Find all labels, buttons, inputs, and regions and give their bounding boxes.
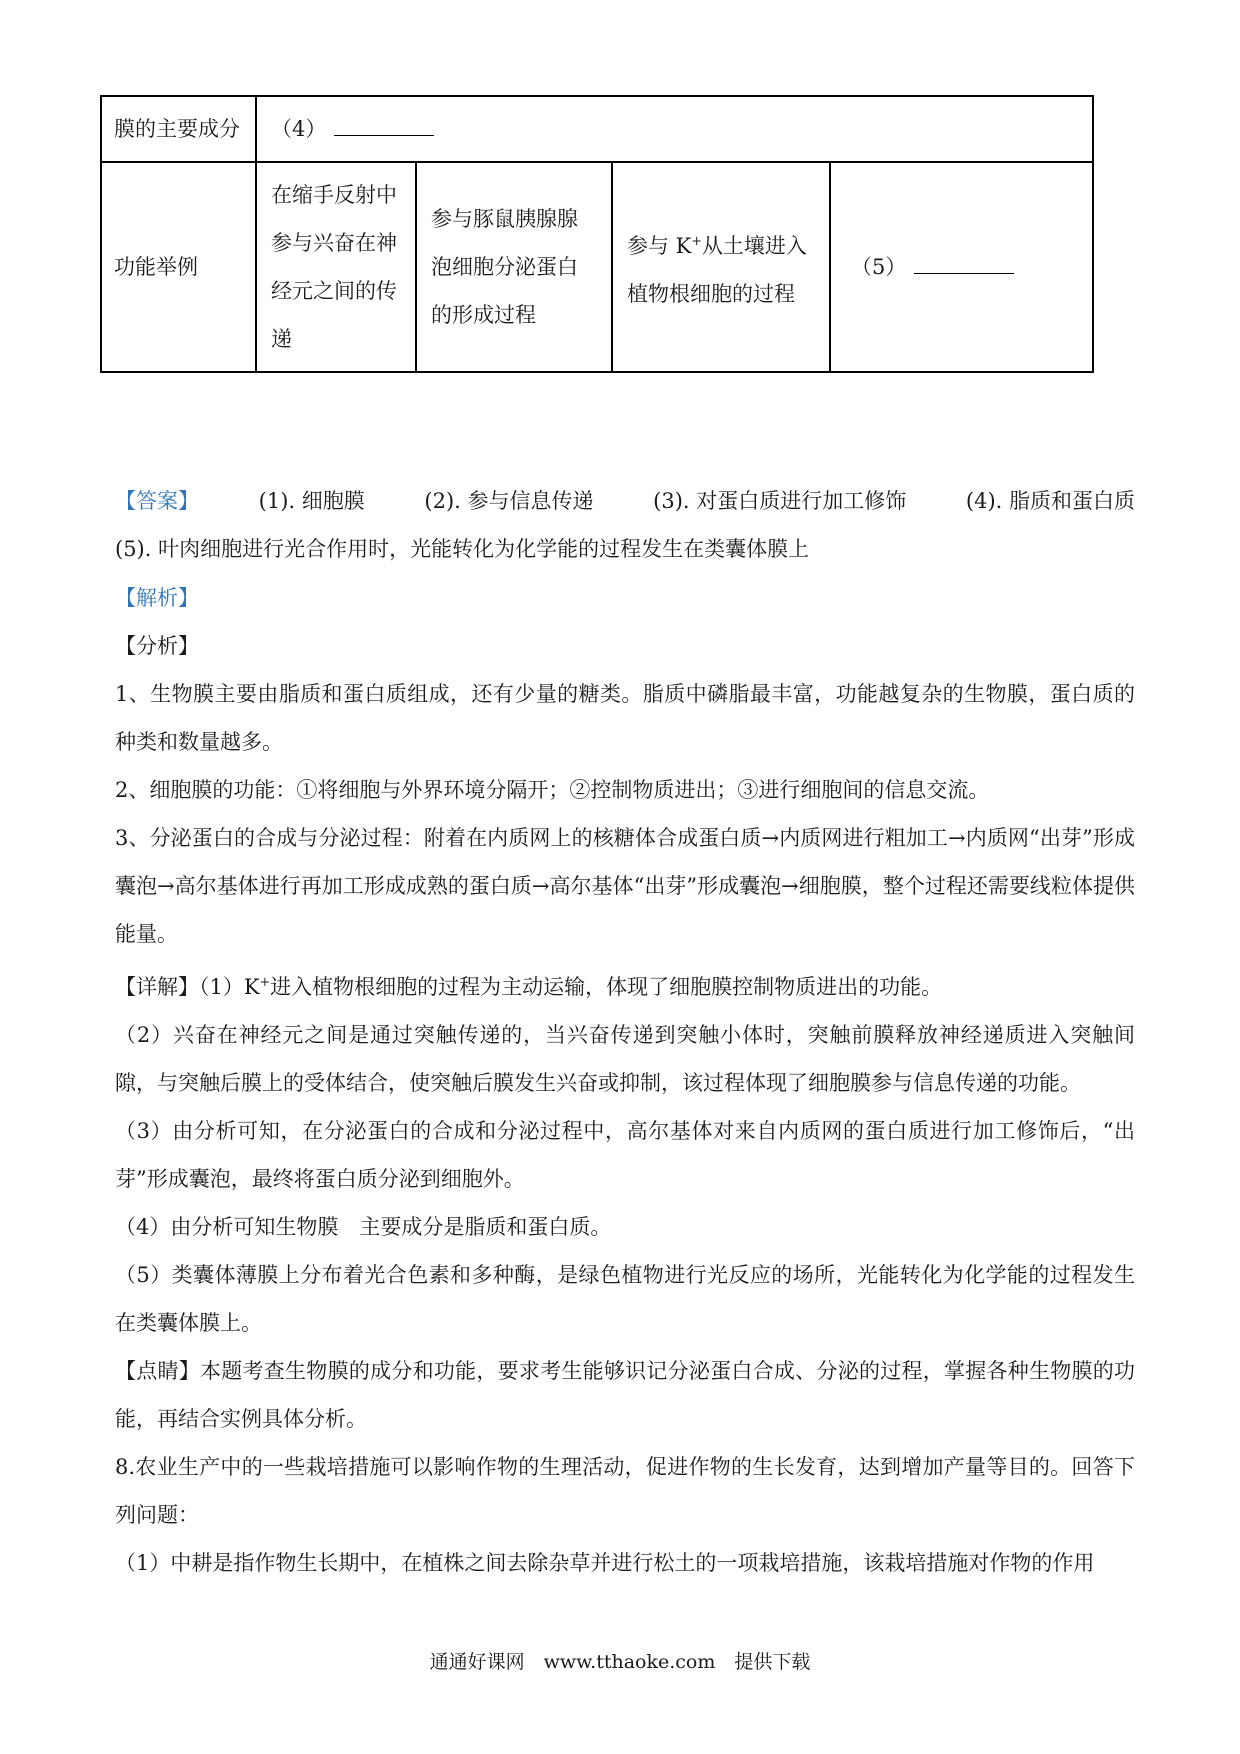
answer-section — [115, 477, 1135, 573]
xiangjie-paragraph-5: （5）类囊体薄膜上分布着光合色素和多种酶，是绿色植物进行光反应的场所，光能转化为化学能的过程发生在类囊体膜上。 — [115, 1263, 1135, 1335]
xiangjie-paragraph-1 — [115, 958, 1135, 1011]
text: 进入植物根细胞的过程为主动运输，体现了细胞膜控制物质进出的功能。 — [270, 975, 943, 999]
text: （1）K — [199, 975, 260, 999]
answer-4: (4). 脂质和蛋白质 — [965, 489, 1135, 513]
table-cell-component — [256, 96, 1093, 162]
table-header-function — [101, 162, 256, 372]
answer-row — [115, 477, 1135, 525]
analysis-section — [115, 574, 1135, 1587]
cell-label-4: （4） — [271, 117, 327, 141]
header-text: 膜的主要成分 — [114, 117, 240, 141]
header-text: 功能举例 — [114, 255, 198, 279]
page-footer: 通通好课网 www.tthaoke.com 提供下载 — [429, 1651, 811, 1673]
text: 本题考查生物膜的成分和功能，要求考生能够识记分泌蛋白合成、分泌的过程，掌握各种生物膜的功能，再结合实例具体分析。 — [115, 1359, 1136, 1431]
table-cell-example-5 — [830, 162, 1093, 372]
question-8-stem: 8.农业生产中的一些栽培措施可以影响作物的生理活动，促进作物的生长发育，达到增加产量等目的。回答下列问题： — [115, 1455, 1135, 1527]
cell-label-5: （5） — [851, 255, 907, 279]
cell-text: 参与豚鼠胰腺腺泡细胞分泌蛋白的形成过程 — [431, 207, 578, 327]
cell-text: 在缩手反射中参与兴奋在神经元之间的传递 — [271, 183, 397, 351]
dianjing-paragraph — [115, 1347, 1135, 1443]
answer-5: (5). 叶肉细胞进行光合作用时，光能转化为化学能的过程发生在类囊体膜上 — [115, 537, 810, 561]
xiangjie-paragraph-2: （2）兴奋在神经元之间是通过突触传递的，当兴奋传递到突触小体时，突触前膜释放神经递质进入突触间隙，与突触后膜上的受体结合，使突触后膜发生兴奋或抑制，该过程体现了细胞膜参与信息传递的功能。 — [115, 1023, 1135, 1095]
xiangjie-tag: 【详解】 — [115, 975, 199, 999]
answer-3: (3). 对蛋白质进行加工修饰 — [653, 489, 907, 513]
superscript: + — [259, 974, 271, 989]
membrane-table — [100, 95, 1094, 373]
cell-text: 参与 K — [627, 233, 692, 258]
table-cell-example-3 — [612, 162, 830, 372]
jiexi-tag: 【解析】 — [115, 586, 199, 610]
fenxi-paragraph-2: 2、细胞膜的功能：①将细胞与外界环境分隔开；②控制物质进出；③进行细胞间的信息交流。 — [115, 778, 990, 802]
table-cell-example-2 — [416, 162, 612, 372]
answer-blank-5 — [914, 251, 1014, 274]
question-8-part-1: （1）中耕是指作物生长期中，在植株之间去除杂草并进行松土的一项栽培措施，该栽培措施对作物的作用 — [115, 1551, 1095, 1575]
table-header-component — [101, 96, 256, 162]
answer-2: (2). 参与信息传递 — [424, 489, 594, 513]
answer-blank-4 — [334, 113, 434, 136]
superscript: + — [691, 232, 702, 248]
fenxi-paragraph-3: 3、分泌蛋白的合成与分泌过程：附着在内质网上的核糖体合成蛋白质→内质网进行粗加工→内质网“出芽”形成囊泡→高尔基体进行再加工形成成熟的蛋白质→高尔基体“出芽”形成囊泡→细胞膜，整个过程还需要线粒体提供能量。 — [115, 826, 1135, 946]
fenxi-paragraph-1: 1、生物膜主要由脂质和蛋白质组成，还有少量的糖类。脂质中磷脂最丰富，功能越复杂的生物膜，蛋白质的种类和数量越多。 — [115, 682, 1135, 754]
table-cell-example-1 — [256, 162, 416, 372]
dianjing-tag: 【点睛】 — [115, 1359, 201, 1383]
answer-1: (1). 细胞膜 — [258, 489, 365, 513]
answer-tag: 【答案】 — [115, 489, 199, 513]
xiangjie-paragraph-4: （4）由分析可知生物膜 主要成分是脂质和蛋白质。 — [115, 1215, 612, 1239]
xiangjie-paragraph-3: （3）由分析可知，在分泌蛋白的合成和分泌过程中，高尔基体对来自内质网的蛋白质进行加工修饰后，“出芽”形成囊泡，最终将蛋白质分泌到细胞外。 — [115, 1119, 1135, 1191]
fenxi-tag: 【分析】 — [115, 634, 199, 658]
cell-text: 从土壤进入植物根细胞的过程 — [627, 233, 807, 306]
